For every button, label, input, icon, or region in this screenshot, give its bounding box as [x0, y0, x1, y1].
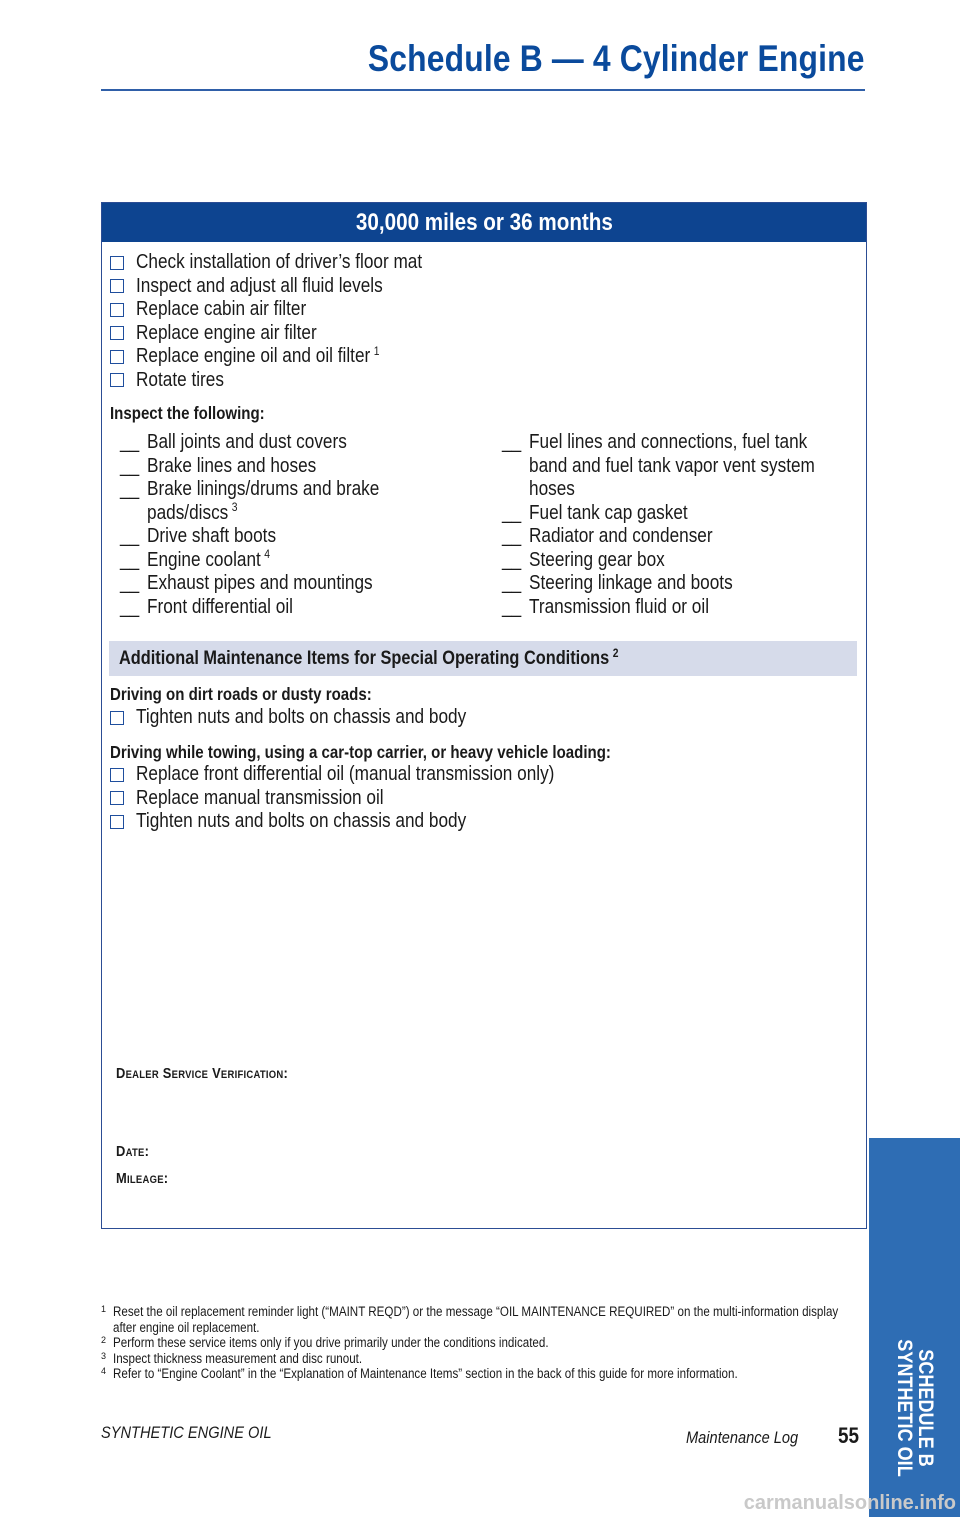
- inspect-item-text: Steering linkage and boots: [529, 572, 733, 594]
- inspect-item: [120, 455, 417, 479]
- blank-line[interactable]: __: [120, 595, 140, 618]
- blank-line[interactable]: __: [120, 454, 140, 477]
- service-checklist: [110, 251, 469, 392]
- checkbox[interactable]: [110, 256, 124, 270]
- footnote-number: 1: [101, 1304, 107, 1314]
- dealer-verification-label: Dealer Service Verification:: [116, 1065, 289, 1082]
- checklist-item: [110, 763, 623, 787]
- inspect-item: [120, 596, 417, 620]
- inspect-item: [502, 502, 861, 526]
- blank-line[interactable]: __: [502, 572, 522, 594]
- inspect-item: [120, 431, 417, 455]
- watermark: carmanualsonline.info: [743, 1492, 956, 1514]
- condition-towing-label: Driving while towing, using a car-top carrier, or heavy vehicle loading:: [110, 742, 611, 762]
- checkbox[interactable]: [110, 711, 124, 725]
- blank-line[interactable]: __: [120, 525, 140, 547]
- footnotes: [101, 1304, 865, 1382]
- page-title: Schedule B — 4 Cylinder Engine: [368, 38, 865, 79]
- inspect-item: [120, 525, 417, 549]
- checkbox[interactable]: [110, 303, 124, 317]
- additional-items-bar: [109, 641, 857, 676]
- blank-line[interactable]: __: [502, 548, 522, 571]
- checklist-item-label: Tighten nuts and bolts on chassis and body: [136, 810, 467, 833]
- blank-line[interactable]: __: [502, 431, 522, 453]
- blank-line[interactable]: __: [120, 548, 140, 571]
- inspect-item-text: Brake lines and hoses: [147, 454, 317, 477]
- checkbox[interactable]: [110, 791, 124, 805]
- checkbox[interactable]: [110, 326, 124, 340]
- maintenance-box: [101, 202, 867, 1229]
- checklist-item-label: Replace cabin air filter: [136, 298, 307, 321]
- footnote: [101, 1335, 865, 1351]
- checklist-item: [110, 706, 520, 730]
- inspect-item: [120, 546, 417, 573]
- checklist-item-label: Check installation of driver’s floor mat: [136, 251, 423, 274]
- condition-dusty-list: [110, 706, 520, 730]
- checkbox[interactable]: [110, 350, 124, 364]
- checklist-item-label: Tighten nuts and bolts on chassis and body: [136, 706, 467, 729]
- footnote-number: 3: [101, 1350, 107, 1361]
- checklist-item-label: Replace front differential oil (manual transmission only): [136, 763, 555, 786]
- footnote: [101, 1366, 865, 1382]
- checklist-item: [110, 251, 469, 275]
- checklist-item-label: Replace engine oil and oil filter $^1$: [136, 343, 380, 368]
- blank-line[interactable]: __: [120, 572, 140, 594]
- title-rule: [101, 89, 865, 91]
- footnote-ref: 3: [231, 499, 238, 514]
- inspect-item: [502, 572, 861, 596]
- condition-dusty-label: Driving on dirt roads or dusty roads:: [110, 684, 372, 704]
- mileage-label: Mileage:: [116, 1170, 169, 1187]
- inspect-list-left: [120, 431, 417, 619]
- side-tab-text: SCHEDULE B SYNTHETIC OIL: [893, 1339, 937, 1477]
- checklist-item: [110, 787, 623, 811]
- inspect-item-text: Front differential oil: [147, 595, 293, 618]
- checklist-item-label: Rotate tires: [136, 368, 224, 391]
- checkbox[interactable]: [110, 373, 124, 387]
- footer-log-label: Maintenance Log: [686, 1428, 799, 1447]
- checklist-item: [110, 322, 469, 346]
- inspect-item-text: Brake linings/drums and brake pads/discs $^3$: [147, 478, 380, 524]
- inspect-item: [120, 572, 417, 596]
- checklist-item: [110, 345, 469, 369]
- inspect-item-text: Transmission fluid or oil: [529, 595, 710, 618]
- footnote-ref: 1: [373, 343, 380, 358]
- footnote-ref: 4: [264, 546, 270, 561]
- checklist-item: [110, 810, 623, 834]
- checklist-item: [110, 275, 469, 299]
- inspect-item: [120, 478, 417, 525]
- checklist-item: [110, 369, 469, 393]
- inspect-item-text: Engine coolant $^4$: [147, 546, 270, 571]
- inspect-item-text: Exhaust pipes and mountings: [147, 572, 373, 594]
- interval-header: [102, 203, 866, 242]
- inspect-item: [502, 596, 861, 620]
- checklist-item: [110, 298, 469, 322]
- inspect-item-text: Ball joints and dust covers: [147, 431, 347, 453]
- inspect-list-right: [502, 431, 861, 619]
- inspect-item-text: Fuel tank cap gasket: [529, 501, 688, 524]
- blank-line[interactable]: __: [502, 595, 522, 618]
- inspect-item-text: Radiator and condenser: [529, 525, 713, 547]
- blank-line[interactable]: __: [120, 431, 140, 453]
- footnote-text: Reset the oil replacement reminder light (“MAINT REQD”) or the message “OIL MAINTENANCE REQUIRED” on the multi-information display after engine oil replacement.: [113, 1304, 839, 1335]
- inspect-label: Inspect the following:: [110, 403, 265, 423]
- footnote-text: Inspect thickness measurement and disc runout.: [113, 1350, 363, 1366]
- footnote: [101, 1351, 865, 1367]
- checklist-item-label: Inspect and adjust all fluid levels: [136, 274, 383, 297]
- footnote: [101, 1304, 865, 1335]
- footer-section-label: SYNTHETIC ENGINE OIL: [101, 1423, 272, 1442]
- footnote-text: Perform these service items only if you drive primarily under the conditions indicated.: [113, 1335, 549, 1350]
- blank-line[interactable]: __: [502, 525, 522, 547]
- footnote-text: Refer to “Engine Coolant” in the “Explanation of Maintenance Items” section in the back of this guide for more information.: [113, 1366, 738, 1381]
- inspect-item: [502, 549, 861, 573]
- checklist-item-label: Replace engine air filter: [136, 321, 317, 344]
- additional-items-title: Additional Maintenance Items for Special Operating Conditions $^2$: [119, 645, 619, 669]
- footnote-number: 4: [101, 1366, 107, 1376]
- checkbox[interactable]: [110, 279, 124, 293]
- checkbox[interactable]: [110, 768, 124, 782]
- checklist-item-label: Replace manual transmission oil: [136, 786, 384, 809]
- blank-line[interactable]: __: [120, 478, 140, 500]
- condition-towing-list: [110, 763, 623, 834]
- inspect-item-text: Drive shaft boots: [147, 525, 277, 547]
- date-label: Date:: [116, 1143, 150, 1160]
- inspect-item: [502, 525, 861, 549]
- footnote-number: 2: [101, 1335, 107, 1345]
- inspect-item: [502, 431, 861, 502]
- checkbox[interactable]: [110, 815, 124, 829]
- page-number: 55: [838, 1423, 860, 1448]
- inspect-item-text: Steering gear box: [529, 548, 665, 571]
- side-tab: [869, 1138, 960, 1517]
- blank-line[interactable]: __: [502, 501, 522, 524]
- interval-header-text: 30,000 miles or 36 months: [355, 208, 613, 236]
- inspect-item-text: Fuel lines and connections, fuel tank band and fuel tank vapor vent system hoses: [529, 431, 815, 500]
